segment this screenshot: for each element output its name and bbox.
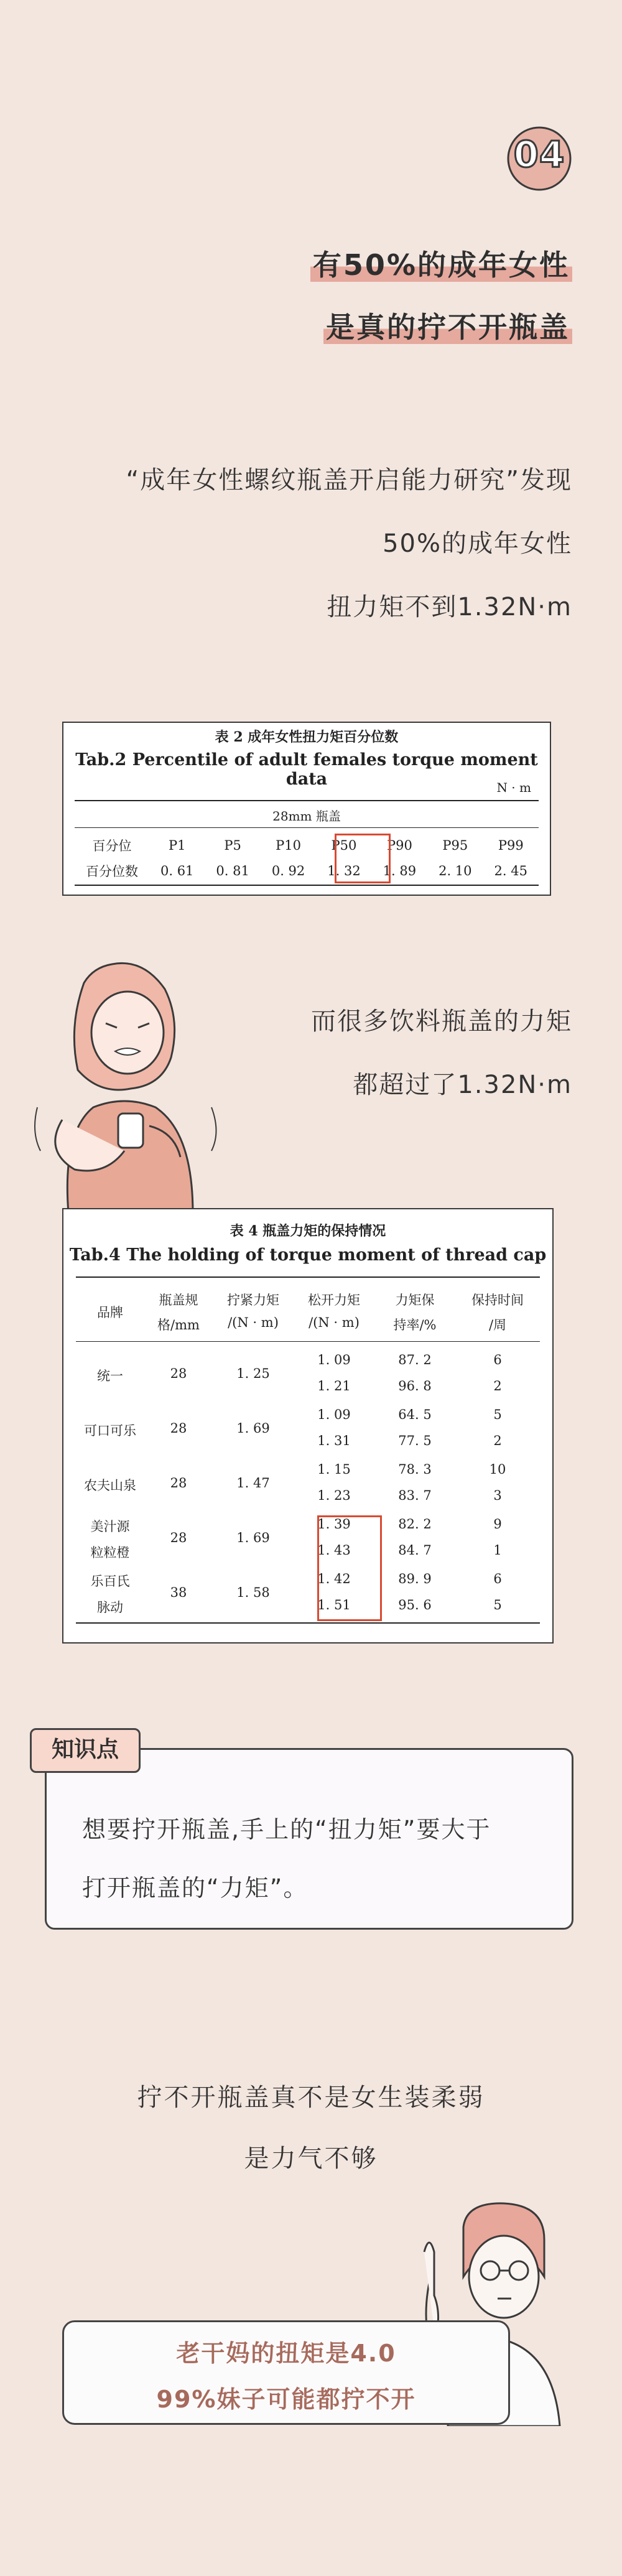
struggling-woman-illustration xyxy=(25,946,249,1213)
table-4-rule-mid xyxy=(76,1341,540,1342)
table-4-card xyxy=(62,1208,554,1644)
table-2-rule-top xyxy=(75,800,539,801)
table-2-value-row xyxy=(75,858,539,883)
table-4-tighten: 1. 47 xyxy=(236,1476,270,1490)
table-4-time: 6 xyxy=(493,1352,502,1367)
table-4-retention: 82. 2 xyxy=(398,1517,432,1532)
table-4-header-spec-1: 瓶盖规 xyxy=(159,1293,198,1308)
table-4-row xyxy=(76,1347,540,1402)
intro-line-2: 50%的成年女性 xyxy=(383,529,572,558)
table-4-caption-cn: 表 4 瓶盖力矩的保持情况 xyxy=(230,1223,386,1239)
table-2-unit: N · m xyxy=(496,780,531,795)
table-4-loosen: 1. 39 xyxy=(317,1517,351,1532)
table-2-header-cell: 百分位 xyxy=(92,838,132,853)
table-2 xyxy=(75,832,539,883)
table-4-header-tighten-1: 拧紧力矩 xyxy=(227,1293,279,1308)
table-4-retention: 78. 3 xyxy=(398,1462,432,1477)
table-4-spec: 28 xyxy=(170,1421,187,1436)
table-4-caption-en: Tab.4 The holding of torque moment of thread cap xyxy=(69,1245,547,1265)
table-4-rule-top xyxy=(76,1276,540,1278)
table-2-header-cell: P50 xyxy=(331,837,357,853)
table-2-header-cell: P99 xyxy=(498,837,524,853)
knowledge-tag: 知识点 xyxy=(30,1728,141,1773)
table-4-header-spec-2: 格/mm xyxy=(157,1318,200,1332)
table-2-rule-mid xyxy=(75,827,539,828)
table-4-retention: 87. 2 xyxy=(398,1352,432,1367)
bottom-line-1: 老干妈的扭矩是4.0 xyxy=(176,2340,396,2367)
conclusion-line-2: 是力气不够 xyxy=(244,2144,378,2173)
table-2-card xyxy=(62,722,551,896)
table-2-value-cell: 百分位数 xyxy=(86,863,138,879)
table-4-brand: 农夫山泉 xyxy=(84,1478,136,1493)
middle-text-line-2: 都超过了1.32N·m xyxy=(353,1071,572,1099)
table-4-tighten: 1. 69 xyxy=(236,1530,270,1545)
table-2-value-cell: 0. 81 xyxy=(216,863,249,878)
table-4-rule-bottom xyxy=(76,1622,540,1624)
table-4-spec: 38 xyxy=(170,1585,187,1600)
table-4-time: 6 xyxy=(493,1571,502,1586)
table-4-row xyxy=(76,1402,540,1457)
table-2-header-cell: P10 xyxy=(276,837,301,853)
table-2-value-cell: 2. 10 xyxy=(439,863,472,878)
table-4-time: 1 xyxy=(493,1543,502,1558)
table-2-value-cell: 2. 45 xyxy=(494,863,527,878)
table-4-tighten: 1. 69 xyxy=(236,1421,270,1436)
table-2-header-cell: P90 xyxy=(386,837,412,853)
table-2-value-cell: 1. 89 xyxy=(383,863,417,878)
table-2-group-label: 28mm 瓶盖 xyxy=(272,809,341,824)
table-2-value-cell: 0. 61 xyxy=(160,863,194,878)
table-4-retention: 83. 7 xyxy=(398,1488,432,1503)
intro-line-1: “成年女性螺纹瓶盖开启能力研究”发现 xyxy=(126,466,572,495)
table-4-time: 5 xyxy=(493,1597,502,1612)
table-4-tighten: 1. 25 xyxy=(236,1366,270,1381)
table-4-retention: 95. 6 xyxy=(398,1597,432,1612)
table-4-loosen: 1. 15 xyxy=(317,1462,351,1477)
table-4-time: 2 xyxy=(493,1433,502,1448)
table-4-row xyxy=(76,1457,540,1512)
bottom-line-2: 99%妹子可能都拧不开 xyxy=(156,2386,416,2413)
table-4-time: 5 xyxy=(493,1407,502,1422)
table-4-loosen: 1. 51 xyxy=(317,1597,351,1612)
table-4-header-retention-2: 持率/% xyxy=(393,1318,437,1332)
title-line-2: 是真的拧不开瓶盖 xyxy=(323,305,572,346)
table-4-brand: 统一 xyxy=(97,1369,123,1383)
table-2-header-cell: P5 xyxy=(224,837,241,853)
title-line-1: 有50%的成年女性 xyxy=(310,243,572,284)
conclusion-line-1: 拧不开瓶盖真不是女生装柔弱 xyxy=(137,2083,485,2112)
table-4-spec: 28 xyxy=(170,1476,187,1490)
table-2-value-cell: 0. 92 xyxy=(271,863,305,878)
table-4-header-tighten-2: /(N · m) xyxy=(228,1315,279,1330)
table-4-brand: 可口可乐 xyxy=(84,1423,136,1438)
table-4-row xyxy=(76,1566,540,1621)
table-4-loosen: 1. 23 xyxy=(317,1488,351,1503)
table-4-brand: 乐百氏 xyxy=(90,1574,130,1589)
table-4-brand: 脉动 xyxy=(97,1600,123,1615)
table-2-caption-en: Tab.2 Percentile of adult females torque moment data xyxy=(75,750,538,789)
table-2-caption-cn: 表 2 成年女性扭力矩百分位数 xyxy=(215,729,399,745)
table-4-loosen: 1. 31 xyxy=(317,1433,351,1448)
table-4-loosen: 1. 42 xyxy=(317,1571,351,1586)
table-4-loosen: 1. 21 xyxy=(317,1379,351,1393)
table-4-time: 3 xyxy=(493,1488,502,1503)
table-4-header-row xyxy=(76,1284,540,1340)
table-4-loosen: 1. 43 xyxy=(317,1543,351,1558)
table-4-brand: 粒粒橙 xyxy=(90,1545,130,1560)
table-2-header-row xyxy=(75,832,539,858)
table-4-retention: 64. 5 xyxy=(398,1407,432,1422)
table-4-time: 10 xyxy=(489,1462,506,1477)
knowledge-line-2: 打开瓶盖的“力矩”。 xyxy=(82,1874,309,1902)
table-2-value-cell: 1. 32 xyxy=(327,863,361,878)
table-4-brand: 美汁源 xyxy=(90,1519,130,1534)
table-4-spec: 28 xyxy=(170,1366,187,1381)
table-4-retention: 89. 9 xyxy=(398,1571,432,1586)
table-2-header-cell: P95 xyxy=(442,837,468,853)
table-4-header-time-2: /周 xyxy=(488,1318,507,1332)
table-4-loosen-highlight xyxy=(317,1515,382,1621)
table-4-time: 9 xyxy=(493,1517,502,1532)
table-2-rule-bottom xyxy=(75,885,539,886)
table-4-retention: 96. 8 xyxy=(398,1379,432,1393)
table-4-tighten: 1. 58 xyxy=(236,1585,270,1600)
section-number: 04 xyxy=(513,133,565,175)
table-4-time: 2 xyxy=(493,1379,502,1393)
table-4-header-time-1: 保持时间 xyxy=(471,1293,524,1308)
table-2-header-cell: P1 xyxy=(168,837,186,853)
table-4-header-loosen-2: /(N · m) xyxy=(309,1315,360,1330)
middle-text-line-1: 而很多饮料瓶盖的力矩 xyxy=(311,1007,572,1036)
table-4-header-brand: 品牌 xyxy=(97,1305,123,1320)
table-4-retention: 77. 5 xyxy=(398,1433,432,1448)
intro-line-3: 扭力矩不到1.32N·m xyxy=(327,593,572,621)
table-2-p50-highlight xyxy=(335,834,391,883)
table-4-loosen: 1. 09 xyxy=(317,1352,351,1367)
table-4-loosen: 1. 09 xyxy=(317,1407,351,1422)
table-4-header-retention-1: 力矩保 xyxy=(395,1293,435,1308)
table-4-row xyxy=(76,1512,540,1566)
table-4-header-loosen-1: 松开力矩 xyxy=(308,1293,360,1308)
table-4-spec: 28 xyxy=(170,1530,187,1545)
knowledge-line-1: 想要拧开瓶盖,手上的“扭力矩”要大于 xyxy=(82,1816,491,1843)
table-4-retention: 84. 7 xyxy=(398,1543,432,1558)
